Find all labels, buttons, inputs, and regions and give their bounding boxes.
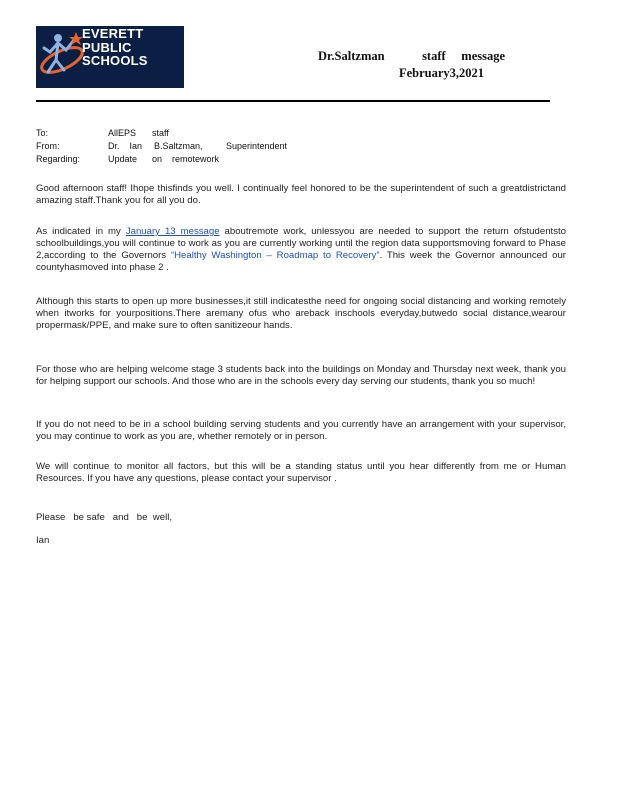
- signature: Ian: [36, 535, 50, 546]
- paragraph-2-end: . This week the Governor announced our countyhasmoved into phase 2 .: [36, 250, 567, 273]
- regarding-value-2: on remotework: [152, 154, 220, 164]
- to-value-2: staff: [152, 128, 169, 138]
- everett-public-schools-logo: [36, 26, 184, 88]
- from-value-2: B.Saltzman,: [154, 141, 203, 151]
- from-value: Dr. Ian: [108, 141, 143, 151]
- from-label: From:: [36, 141, 60, 151]
- logo-line-2: PUBLIC: [82, 39, 132, 55]
- regarding-value: Update: [108, 154, 138, 164]
- logo-wordmark: [82, 27, 148, 68]
- header-divider: [36, 100, 550, 102]
- memo-title: [318, 49, 505, 64]
- closing-line: Please be safe and be well,: [36, 512, 172, 523]
- paragraph-3: Although this starts to open up more businesses,it still indicatesthe need for ongoing social distancing and working remotely when itworks for yourpositions.There aremany ofus who areback inschools everyday,butwedo social distance,wearour propermask/PPE, and make sure to often sanitizeour hands.: [36, 296, 566, 331]
- paragraph-4: For those who are helping welcome stage 3 students back into the buildings on Monday and Thursday next week, thank you for helping support our schools. And those who are in the schools every day serving our students, thank you so much!: [36, 364, 566, 387]
- memo-subject: staff message: [422, 49, 506, 63]
- paragraph-2-middle: aboutremote work, unlessyou are needed to support the return ofstudentsto schoolbuildings,you will continue to work as you are currently working until the region data supportsmoving forward to Phase 2,according to the Governors: [36, 226, 566, 261]
- roadmap-to-recovery-reference: “Healthy Washington – Roadmap to Recovery”: [170, 250, 380, 261]
- january-13-message-link[interactable]: January 13 message: [125, 226, 220, 237]
- logo-line-3: SCHOOLS: [82, 53, 148, 68]
- logo-line-1: EVERETT: [82, 26, 144, 41]
- paragraph-1: Good afternoon staff! Ihope thisfinds you well. I continually feel honored to be the superintendent of such a greatdistrictand amazing staff.Thank you for all you do.: [36, 183, 566, 206]
- paragraph-2: [36, 226, 566, 274]
- paragraph-2-start: As indicated in my: [36, 226, 126, 237]
- from-value-3: Superintendent: [226, 141, 288, 151]
- regarding-label: Regarding:: [36, 154, 81, 164]
- paragraph-5: If you do not need to be in a school building serving students and you currently have an arrangement with your supervisor, you may continue to work as you are, whether remotely or in person.: [36, 419, 566, 442]
- to-value: AllEPS: [108, 128, 137, 138]
- memo-date: February3,2021: [399, 66, 485, 80]
- paragraph-6: We will continue to monitor all factors, but this will be a standing status until you hear differently from me or Human Resources. If you have any questions, please contact your supervisor .: [36, 461, 566, 484]
- to-label: To:: [36, 128, 49, 138]
- memo-author: Dr.Saltzman: [318, 49, 385, 63]
